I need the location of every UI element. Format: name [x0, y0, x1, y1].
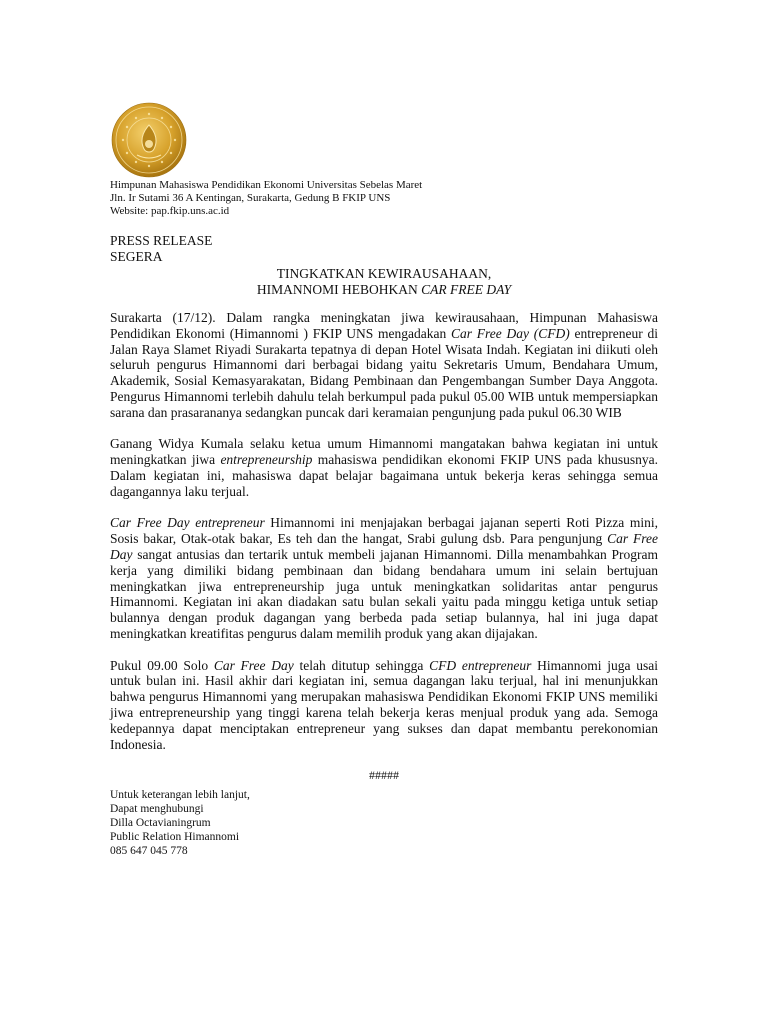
paragraph-4-italic-d: CFD entrepreneur	[429, 657, 532, 673]
headline-line-2-text: HIMANNOMI HEBOHKAN	[256, 282, 422, 297]
press-release-label: PRESS RELEASE	[110, 233, 213, 248]
contact-phone: 085 647 045 778	[110, 845, 188, 857]
paragraph-1-italic: Car Free Day (CFD)	[451, 325, 570, 341]
end-separator: #####	[369, 768, 399, 783]
letterhead	[110, 179, 422, 218]
paragraph-1-text-a: Surakarta (17/12). Dalam rangka meningkatan jiwa kewirausahaan, Himpunan Mahasiswa Pendidikan Ekonomi (Himannomi ) FKIP UNS mengadakan	[110, 310, 658, 341]
contact-name: Dilla Octavianingrum	[110, 817, 211, 829]
university-seal-icon	[110, 101, 188, 179]
contact-prompt: Dapat menghubungi	[110, 803, 204, 815]
paragraph-3-text-d: sangat antusias dan tertarik untuk membeli jajanan Himannomi. Dilla menambahkan Program kerja yang dimiliki bidang pembinaan dan bidang bendahara umum ini selain bertujuan meningkatkan jiwa entrepreneurship juga untuk meningkatkan solidaritas antar pengurus Himannomi. Kegiatan ini akan diadakan satu bulan sekali yaitu pada minggu ketiga untuk setiap bulannya dengan produk dagangan yang berbeda pada setiap bulannya, hal ini juga dapat meningkatkan kreatifitas pengurus dalam memilih produk yang akan dijajakan.	[110, 546, 658, 641]
contact-intro: Untuk keterangan lebih lanjut,	[110, 789, 250, 801]
headline	[110, 266, 658, 298]
paragraph-2-text-c: mahasiswa pendidikan ekonomi FKIP UNS pada khususnya. Dalam kegiatan ini, mahasiswa dapat belajar bagaimana untuk bekerja keras sehingga semua dagangannya laku terjual.	[110, 452, 658, 499]
organization-website: Website: pap.fkip.uns.ac.id	[110, 205, 230, 217]
paragraph-2	[110, 436, 658, 499]
paragraph-3-italic-c: Car Free Day	[110, 531, 658, 562]
organization-address: Jln. Ir Sutami 36 A Kentingan, Surakarta, Gedung B FKIP UNS	[110, 192, 391, 204]
organization-name: Himpunan Mahasiswa Pendidikan Ekonomi Universitas Sebelas Maret	[110, 179, 423, 191]
paragraph-1-text-c: entrepreneur di Jalan Raya Slamet Riyadi Surakarta tepatnya di depan Hotel Wisata Indah. Kegiatan ini diikuti oleh seluruh pengurus Himannomi dari berbagai bidang yaitu Sekretaris Umum, Bendahara Umum, Akademik, Sosial Kemasyarakatan, Bidang Pembinaan dan Pengembangan Sumber Daya Anggota. Pengurus Himannomi terlebih dahulu telah berkumpul pada pukul 05.00 WIB untuk mempersiapkan sarana dan prasarananya sedangkan puncak dari keramaian pengunjung pada pukul 06.30 WIB	[110, 325, 658, 420]
headline-line-1: TINGKATKAN KEWIRAUSAHAAN,	[276, 266, 492, 281]
paragraph-4-text-c: telah ditutup sehingga	[293, 657, 430, 673]
paragraph-4-italic-b: Car Free Day	[213, 657, 294, 673]
paragraph-3	[110, 515, 658, 641]
release-heading	[110, 233, 212, 265]
paragraph-3-text-b: Himannomi ini menjajakan berbagai jajanan seperti Roti Pizza mini, Sosis bakar, Otak-otak bakar, Es teh dan the hangat, Srabi gulung dsb. Para pengunjung	[110, 515, 658, 547]
article-body	[110, 310, 658, 800]
paragraph-4-text-a: Pukul 09.00 Solo	[110, 657, 214, 673]
paragraph-4-text-e: Himannomi juga usai untuk bulan ini. Hasil akhir dari kegiatan ini, semua dagangan laku terjual, hal ini menunjukkan bahwa pengurus Himannomi yang merupakan mahasiswa Pendidikan Ekonomi FKIP UNS memiliki jiwa entrepreneurship yang tinggi karena telah bekerja keras menjual produk yang ada. Semoga kedepannya dapat menciptakan entrepreneur yang sukses dan dapat membantu perekonomian Indonesia.	[110, 657, 658, 752]
paragraph-1	[110, 310, 658, 421]
release-urgency-label: SEGERA	[110, 249, 163, 264]
contact-block	[110, 788, 250, 858]
paragraph-3-italic-a: Car Free Day entrepreneur	[110, 515, 265, 531]
headline-line-2	[110, 282, 658, 298]
paragraph-2-italic: entrepreneurship	[220, 452, 313, 468]
paragraph-4	[110, 658, 658, 753]
contact-role: Public Relation Himannomi	[110, 831, 240, 843]
paragraph-2-text-a: Ganang Widya Kumala selaku ketua umum Himannomi mangatakan bahwa kegiatan ini untuk meningkatkan jiwa	[110, 436, 658, 468]
headline-line-2-italic: CAR FREE DAY	[421, 282, 512, 297]
